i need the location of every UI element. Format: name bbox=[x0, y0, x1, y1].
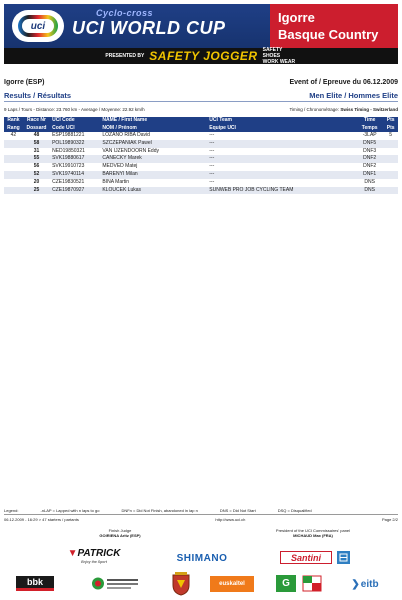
cell-time: DNF2 bbox=[363, 163, 377, 170]
cell-race-nr: 55 bbox=[33, 155, 40, 162]
cell-time: DNF1 bbox=[363, 170, 377, 177]
cell-uci-code: SVK19910723 bbox=[52, 163, 85, 170]
results-title-row bbox=[4, 91, 398, 100]
bbk-logo: bbk bbox=[16, 576, 54, 591]
results-title: Results / Résultats bbox=[4, 91, 72, 100]
judge-name: GOIRIENA Aritz (ESP) bbox=[99, 533, 141, 538]
cell-uci-code: ESP19881221 bbox=[52, 132, 85, 138]
cell-time: DNF2 bbox=[363, 155, 377, 162]
event-date: Event of / Epreuve du 06.12.2009 bbox=[289, 79, 398, 86]
cell-rank bbox=[4, 140, 23, 148]
cell-name: BINA Martin bbox=[102, 178, 130, 185]
race-info: 9 Laps / Tours - Distance: 23.760 km - Average / Moyenne: 22.92 km/h bbox=[4, 107, 145, 112]
venue-row bbox=[4, 79, 398, 86]
cup-subtitle: Cyclo-cross bbox=[96, 8, 154, 18]
cell-rank bbox=[4, 179, 23, 187]
cell-team: --- bbox=[209, 139, 215, 146]
cell-race-nr: 25 bbox=[33, 186, 40, 193]
sponsor-tagline: SAFETY SHOES WORK WEAR bbox=[262, 47, 296, 65]
table-row bbox=[4, 179, 398, 187]
president-signature bbox=[238, 528, 388, 538]
cell-race-nr: 20 bbox=[33, 178, 40, 185]
santini-logo: Santini bbox=[280, 551, 332, 564]
legend-lap: -nLAP = Lapped with n laps to go bbox=[40, 508, 100, 513]
col-name-fr: NOM / Prénom bbox=[102, 124, 137, 131]
cell-race-nr: 48 bbox=[33, 132, 40, 138]
cell-pts bbox=[383, 148, 398, 156]
president-name: MICHAUD Max (FRA) bbox=[293, 533, 333, 538]
cell-team: --- bbox=[209, 155, 215, 162]
cell-name: SZCZEPANIAK Pawel bbox=[102, 139, 152, 146]
cell-pts bbox=[383, 171, 398, 179]
cell-rank: 42 bbox=[10, 132, 17, 138]
col-name: NAME / First Name bbox=[102, 117, 148, 123]
table-row bbox=[4, 163, 398, 171]
safety-jogger-logo: SAFETY JOGGER bbox=[149, 49, 258, 63]
legend bbox=[4, 508, 398, 513]
table-header-row-1 bbox=[4, 117, 398, 125]
cell-time: DNF3 bbox=[363, 147, 377, 154]
print-info: 06.12.2009 - 16:29 > 47 starters / partants bbox=[4, 517, 79, 522]
table-row bbox=[4, 155, 398, 163]
emblem-icon bbox=[339, 553, 348, 562]
results-table bbox=[4, 117, 398, 194]
cell-name: KLOUCEK Lukas bbox=[102, 186, 142, 193]
col-pts: Pts bbox=[386, 117, 395, 123]
cell-name: CANECKY Marek bbox=[102, 155, 142, 162]
cell-race-nr: 52 bbox=[33, 170, 40, 177]
crest-icon bbox=[170, 572, 192, 596]
divider bbox=[4, 101, 398, 102]
cell-team: --- bbox=[209, 170, 215, 177]
cell-pts bbox=[383, 140, 398, 148]
cell-rank bbox=[4, 187, 23, 195]
col-race-nr-fr: Dossard bbox=[26, 124, 47, 131]
venue: Igorre (ESP) bbox=[4, 79, 45, 86]
cell-team: SUNWEB PRO JOB CYCLING TEAM bbox=[209, 186, 294, 193]
cell-uci-code: POL19890322 bbox=[52, 139, 85, 146]
cell-pts bbox=[383, 163, 398, 171]
col-rank-fr: Rang bbox=[7, 124, 20, 131]
col-team: UCI Team bbox=[209, 117, 232, 123]
footer-info bbox=[4, 517, 398, 522]
cell-team: --- bbox=[209, 132, 215, 138]
category: Men Elite / Hommes Elite bbox=[309, 91, 398, 100]
col-rank: Rank bbox=[7, 117, 20, 123]
cell-rank bbox=[4, 148, 23, 156]
legend-dns: DNS = Did Not Start bbox=[219, 508, 256, 513]
sponsor-row-top bbox=[4, 548, 398, 565]
table-row bbox=[4, 140, 398, 148]
table-row bbox=[4, 171, 398, 179]
cell-rank bbox=[4, 171, 23, 179]
cell-uci-code: NED19850321 bbox=[52, 147, 85, 154]
col-race-nr: Race Nr bbox=[27, 117, 46, 123]
cell-time: DNS bbox=[364, 186, 375, 193]
location-line1: Igorre bbox=[278, 10, 315, 25]
cell-uci-code: SVK19740114 bbox=[52, 170, 84, 177]
cell-race-nr: 31 bbox=[33, 147, 40, 154]
col-pts-fr: Pts bbox=[386, 124, 395, 131]
location-panel bbox=[270, 4, 398, 48]
col-uci-code-fr: Code UCI bbox=[52, 124, 75, 131]
cell-uci-code: CZE19870927 bbox=[52, 186, 85, 193]
cell-pts bbox=[383, 155, 398, 163]
footer-divider bbox=[4, 514, 398, 515]
cell-name: VAN IJZENDOORN Eddy bbox=[102, 147, 159, 154]
col-team-fr: Equipe UCI bbox=[209, 124, 236, 131]
cell-pts bbox=[383, 187, 398, 195]
world-cup-panel bbox=[4, 4, 270, 48]
table-row bbox=[4, 148, 398, 156]
sponsor-row-bottom bbox=[4, 572, 398, 596]
location-line2: Basque Country bbox=[278, 27, 379, 42]
event-banner bbox=[4, 4, 398, 48]
shimano-logo: SHIMANO bbox=[176, 552, 228, 564]
cell-uci-code: SVK19880617 bbox=[52, 155, 85, 162]
cell-race-nr: 58 bbox=[33, 139, 40, 146]
cup-title: UCI WORLD CUP bbox=[72, 18, 226, 38]
page-number: Page 2/2 bbox=[381, 517, 398, 522]
bizkaia-logo bbox=[301, 574, 323, 593]
race-info-row bbox=[4, 107, 398, 112]
timing-info: Timing / Chronométrage: Swiss Timing - Switzerland bbox=[289, 107, 398, 112]
cell-team: --- bbox=[209, 163, 215, 170]
green-g-logo: G bbox=[276, 575, 296, 592]
judge-title: Finish Judge bbox=[108, 528, 132, 533]
cell-team: --- bbox=[209, 178, 215, 185]
cell-time: DNF5 bbox=[363, 139, 377, 146]
legend-label: Legend: bbox=[4, 508, 19, 513]
cell-time: -3LAP bbox=[362, 132, 377, 138]
table-header-row-2 bbox=[4, 125, 398, 133]
legend-dnf: DNFn = Did Not Finish, abandoned in lap n bbox=[121, 508, 198, 513]
president-title: President of the UCI Commissaires' panel bbox=[275, 528, 351, 533]
cell-rank bbox=[4, 155, 23, 163]
col-time-fr: Temps bbox=[361, 124, 378, 131]
cell-time: DNS bbox=[364, 178, 375, 185]
eitb-signal-icon: ❯ bbox=[351, 578, 360, 590]
cell-race-nr: 56 bbox=[33, 163, 40, 170]
table-row bbox=[4, 187, 398, 195]
eitb-logo: ❯ eitb bbox=[351, 578, 379, 590]
bizkaia-emblem-icon bbox=[301, 574, 323, 593]
table-row bbox=[4, 132, 398, 140]
col-time: Time bbox=[363, 117, 376, 123]
uci-logo: uci bbox=[12, 10, 64, 42]
legend-dsq: DSQ = Disqualified bbox=[277, 508, 312, 513]
igorre-crest-logo bbox=[170, 572, 192, 596]
col-uci-code: UCI Code bbox=[52, 117, 75, 123]
cell-name: MEDVED Matej bbox=[102, 163, 138, 170]
cell-team: --- bbox=[209, 147, 215, 154]
basque-government-logo bbox=[90, 575, 140, 592]
euskaltel-logo: euskaltel bbox=[210, 576, 254, 592]
emblem-logo bbox=[337, 551, 350, 564]
presented-by-label: PRESENTED BY bbox=[105, 53, 145, 59]
cell-rank bbox=[4, 163, 23, 171]
cell-pts: 5 bbox=[389, 132, 393, 138]
cell-name: LOZANO RIBA David bbox=[102, 132, 150, 138]
finish-judge-signature bbox=[60, 528, 180, 538]
cell-uci-code: CZE19830521 bbox=[52, 178, 85, 185]
uci-url[interactable]: http://www.uci.ch bbox=[215, 517, 246, 522]
cell-pts bbox=[383, 179, 398, 187]
patrick-logo: ▼PATRICK Enjoy the Sport bbox=[67, 548, 121, 564]
presenting-sponsor-bar bbox=[4, 48, 398, 64]
cell-name: BARENYI Milan bbox=[102, 170, 138, 177]
government-emblem-icon bbox=[90, 575, 140, 592]
